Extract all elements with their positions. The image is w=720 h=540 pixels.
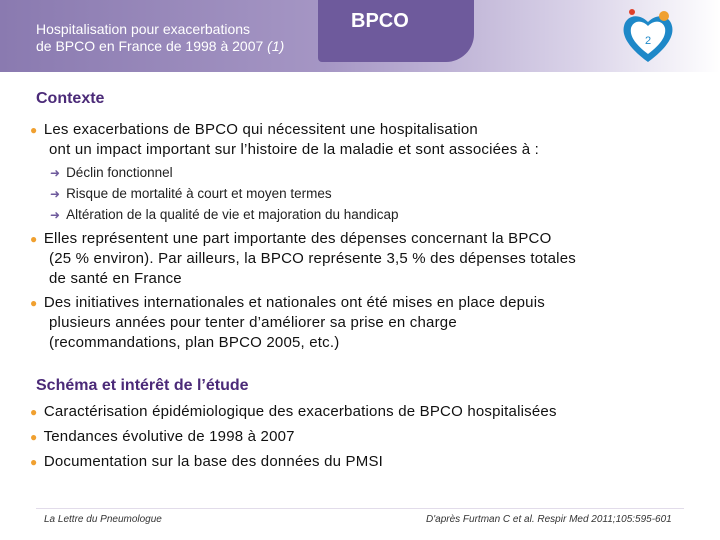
- bullet-2-line-1: Elles représentent une part importante des dépenses concernant la BPCO: [43, 230, 552, 247]
- schema-item-2: Tendances évolutive de 1998 à 2007: [43, 428, 295, 445]
- bullet-dot-icon: ●: [30, 296, 38, 310]
- bullet-2-line-2: (25 % environ). Par ailleurs, la BPCO représente 3,5 % des dépenses totales: [49, 250, 576, 267]
- footer-journal: La Lettre du Pneumologue: [44, 514, 162, 525]
- bullet-3-line-3: (recommandations, plan BPCO 2005, etc.): [49, 334, 340, 351]
- schema-title: Schéma et intérêt de l’étude: [36, 377, 249, 394]
- slide-title-ref: (1): [267, 38, 285, 54]
- contexte-bullet-1: [30, 120, 539, 160]
- schema-bullet-2: [30, 427, 295, 447]
- footer-citation: D'après Furtman C et al. Respir Med 2011;105:595-601: [426, 514, 672, 525]
- bullet-dot-icon: ●: [30, 232, 38, 246]
- footer-divider: [36, 508, 684, 509]
- sub-item-1-text: Déclin fonctionnel: [66, 165, 173, 180]
- contexte-bullet-3: [30, 293, 545, 353]
- sub-item-1: [50, 163, 173, 183]
- schema-bullet-3: [30, 452, 383, 472]
- bullet-dot-icon: ●: [30, 405, 38, 419]
- slide-title-line2: de BPCO en France de 1998 à 2007: [36, 38, 264, 54]
- bullet-2-line-3: de santé en France: [49, 270, 182, 287]
- bullet-1-line-2: ont un impact important sur l’histoire de la maladie et sont associées à :: [49, 141, 540, 158]
- heart-logo-icon: [616, 4, 680, 68]
- arrow-right-icon: ➜: [50, 187, 61, 201]
- arrow-right-icon: ➜: [50, 166, 61, 180]
- schema-section: [36, 377, 249, 395]
- bullet-dot-icon: ●: [30, 455, 38, 469]
- section-label: BPCO: [351, 10, 409, 32]
- schema-item-3: Documentation sur la base des données du PMSI: [43, 453, 384, 470]
- sub-item-2-text: Risque de mortalité à court et moyen termes: [66, 186, 332, 201]
- sub-item-3-text: Altération de la qualité de vie et majoration du handicap: [66, 207, 399, 222]
- contexte-title: Contexte: [36, 90, 105, 107]
- bullet-3-line-1: Des initiatives internationales et nationales ont été mises en place depuis: [43, 294, 545, 311]
- arrow-right-icon: ➜: [50, 208, 61, 222]
- contexte-section: [36, 90, 104, 108]
- schema-item-1: Caractérisation épidémiologique des exacerbations de BPCO hospitalisées: [43, 403, 557, 420]
- sub-item-2: [50, 184, 332, 204]
- bullet-3-line-2: plusieurs années pour tenter d’améliorer sa prise en charge: [49, 314, 457, 331]
- slide-title-line1: Hospitalisation pour exacerbations: [36, 21, 251, 37]
- page-number: 2: [644, 35, 652, 47]
- contexte-bullet-2: [30, 229, 576, 289]
- slide-title: [36, 21, 284, 55]
- bullet-dot-icon: ●: [30, 123, 38, 137]
- bullet-1-line-1: Les exacerbations de BPCO qui nécessitent une hospitalisation: [43, 121, 478, 138]
- sub-item-3: [50, 205, 399, 225]
- schema-bullet-1: [30, 402, 557, 422]
- bullet-dot-icon: ●: [30, 430, 38, 444]
